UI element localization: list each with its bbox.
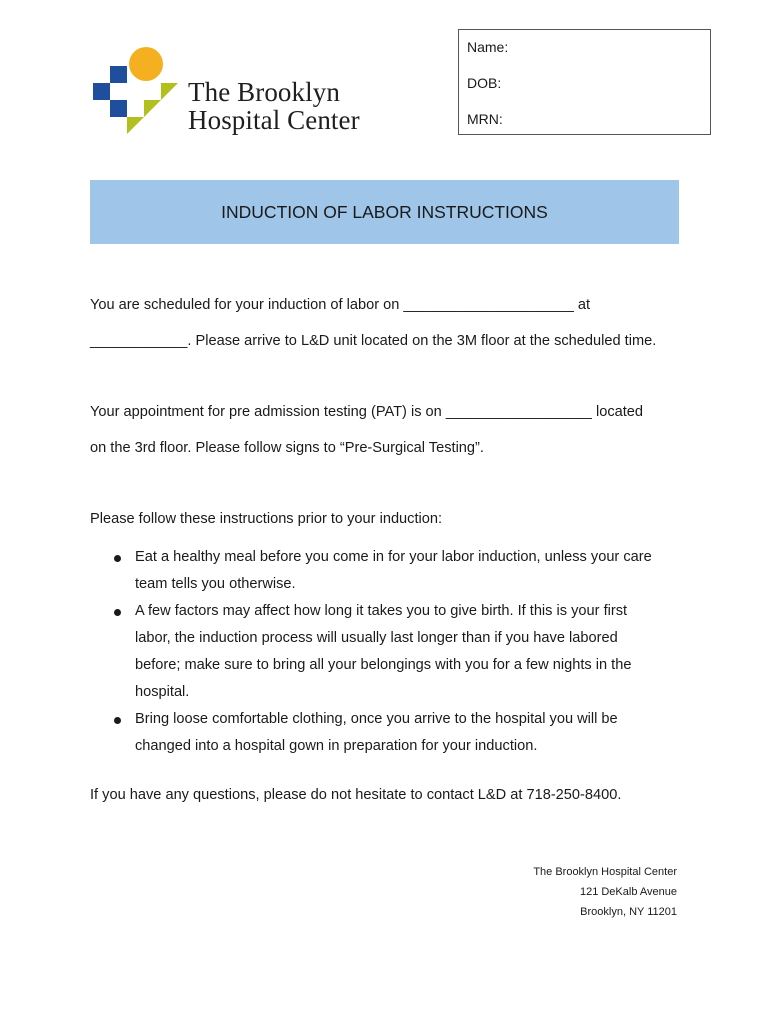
pat-line-1: Your appointment for pre admission testing (PAT) is on __________________ located bbox=[90, 404, 644, 420]
list-item-line: changed into a hospital gown in preparation for your induction. bbox=[135, 738, 538, 754]
pat-line-2: on the 3rd floor. Please follow signs to “Pre-Surgical Testing”. bbox=[90, 440, 484, 456]
list-item-line: team tells you otherwise. bbox=[135, 576, 296, 592]
hospital-logo-mark bbox=[93, 46, 183, 138]
title-banner bbox=[90, 180, 679, 244]
hospital-name-line2: Hospital Center bbox=[188, 105, 360, 135]
mrn-label: MRN: bbox=[467, 111, 503, 127]
schedule-line-2: ____________. Please arrive to L&D unit located on the 3M floor at the scheduled time. bbox=[90, 333, 657, 349]
instructions-intro: Please follow these instructions prior to your induction: bbox=[90, 511, 443, 527]
list-item-line: Eat a healthy meal before you come in for your labor induction, unless your care bbox=[135, 549, 652, 565]
address-line-1: The Brooklyn Hospital Center bbox=[533, 866, 677, 878]
dob-label: DOB: bbox=[467, 75, 502, 91]
schedule-line-1: You are scheduled for your induction of labor on _____________________ at bbox=[90, 297, 591, 313]
address-line-3: Brooklyn, NY 11201 bbox=[580, 906, 677, 918]
contact-line: If you have any questions, please do not hesitate to contact L&D at 718-250-8400. bbox=[90, 787, 622, 803]
list-item-line: Bring loose comfortable clothing, once you arrive to the hospital you will be bbox=[135, 711, 618, 727]
list-item-line: hospital. bbox=[135, 684, 190, 700]
patient-info-box bbox=[458, 29, 711, 135]
list-item-line: A few factors may affect how long it takes you to give birth. If this is your first bbox=[135, 603, 628, 619]
bullet-icon bbox=[114, 555, 121, 562]
address-line-2: 121 DeKalb Avenue bbox=[579, 886, 677, 898]
instructions-list bbox=[90, 544, 690, 760]
list-item-line: labor, the induction process will usually last longer than if you have labored bbox=[135, 630, 618, 646]
list-item-line: before; make sure to bring all your belongings with you for a few nights in the bbox=[135, 657, 632, 673]
hospital-name bbox=[188, 78, 360, 134]
list-item bbox=[90, 706, 690, 760]
name-label: Name: bbox=[467, 39, 509, 55]
list-item bbox=[90, 544, 690, 598]
page-title: INDUCTION OF LABOR INSTRUCTIONS bbox=[221, 202, 548, 222]
bullet-icon bbox=[114, 717, 121, 724]
hospital-name-line1: The Brooklyn bbox=[188, 77, 340, 107]
list-item bbox=[90, 598, 690, 706]
bullet-icon bbox=[114, 609, 121, 616]
